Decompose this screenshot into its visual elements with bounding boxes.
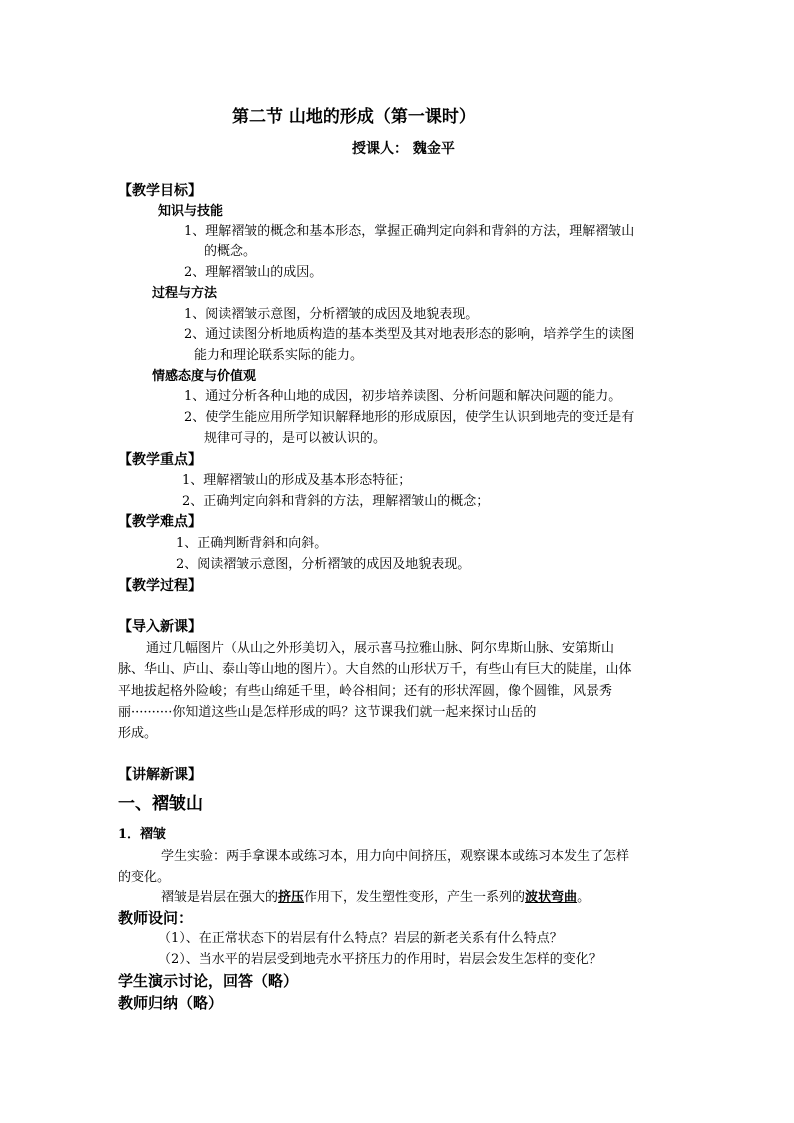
process-method-heading: 过程与方法 (152, 286, 218, 301)
definition-prefix: 褶皱是岩层在强大的 (161, 890, 279, 905)
question-1: （1）、在正常状态下的岩层有什么特点？岩层的新老关系有什么特点？ (158, 931, 563, 946)
student-demo: 学生演示讨论，回答（略） (118, 972, 299, 990)
difficulties-heading: 【教学难点】 (118, 514, 202, 530)
difficulty-2: 2、阅读褶皱示意图，分析褶皱的成因及地貌表现。 (176, 557, 471, 572)
definition-end: 。 (577, 890, 591, 905)
term-compression: 挤压 (278, 890, 305, 905)
intro-line-4: 丽··········你知道这些山是怎样形成的吗？这节课我们就一起来探讨山岳的 (118, 705, 537, 720)
intro-line-5: 形成。 (118, 726, 158, 741)
attitude-item-1: 1、通过分析各种山地的成因，初步培养读图、分析问题和解决问题的能力。 (184, 389, 622, 404)
new-lesson-heading: 【讲解新课】 (118, 767, 202, 783)
page-title: 第二节 山地的形成（第一课时） (232, 107, 476, 127)
process-item-1: 1、阅读褶皱示意图，分析褶皱的成因及地貌表现。 (184, 307, 479, 322)
knowledge-item-2: 2、理解褶皱山的成因。 (184, 265, 323, 280)
intro-line-1: 通过几幅图片（从山之外形美切入，展示喜马拉雅山脉、阿尔卑斯山脉、安第斯山 (146, 641, 615, 656)
teacher-summary: 教师归纳（略） (118, 994, 224, 1012)
key-points-heading: 【教学重点】 (118, 452, 202, 468)
teacher-line: 授课人： 魏金平 (352, 141, 455, 157)
attitude-item-2-cont: 规律可寻的，是可以被认识的。 (204, 431, 387, 446)
process-heading: 【教学过程】 (118, 578, 202, 594)
experiment-line-1: 学生实验：两手拿课本或练习本，用力向中间挤压，观察课本或练习本发生了怎样 (161, 849, 630, 864)
attitude-heading: 情感态度与价值观 (152, 369, 257, 384)
knowledge-heading: 知识与技能 (158, 204, 224, 219)
question-2: （2）、当水平的岩层受到地壳水平挤压力的作用时，岩层会发生怎样的变化？ (158, 952, 602, 967)
knowledge-item-1-cont: 的概念。 (204, 244, 257, 259)
process-item-2-cont: 能力和理论联系实际的能力。 (194, 348, 364, 363)
difficulty-1: 1、正确判断背斜和向斜。 (176, 536, 328, 551)
experiment-line-2: 的变化。 (118, 870, 171, 885)
definition-middle: 作用下，发生塑性变形，产生一系列的 (304, 890, 526, 905)
process-item-2: 2、通过读图分析地质构造的基本类型及其对地表形态的影响，培养学生的读图 (184, 327, 635, 342)
intro-line-2: 脉、华山、庐山、泰山等山地的图片）。大自然的山形状万千，有些山有巨大的陡崖，山体 (118, 662, 632, 677)
key-point-1: 1、理解褶皱山的形成及基本形态特征； (182, 473, 412, 488)
fold-definition (161, 889, 590, 907)
term-wavy-bending: 波状弯曲 (525, 890, 578, 905)
intro-line-3: 平地拔起格外险峻；有些山绵延千里，岭谷相间；还有的形状浑圆，像个圆锥，风景秀 (118, 684, 613, 699)
teacher-question-heading: 教师设问： (118, 909, 194, 927)
key-point-2: 2、正确判定向斜和背斜的方法，理解褶皱山的概念； (182, 494, 490, 509)
section-fold-mountain: 一、褶皱山 (118, 794, 203, 814)
subsection-fold: 1．褶皱 (118, 827, 167, 842)
intro-heading: 【导入新课】 (118, 619, 202, 635)
objectives-heading: 【教学目标】 (118, 183, 202, 199)
attitude-item-2: 2、使学生能应用所学知识解释地形的形成原因，使学生认识到地壳的变迁是有 (184, 410, 635, 425)
knowledge-item-1: 1、理解褶皱的概念和基本形态，掌握正确判定向斜和背斜的方法，理解褶皱山 (184, 224, 635, 239)
